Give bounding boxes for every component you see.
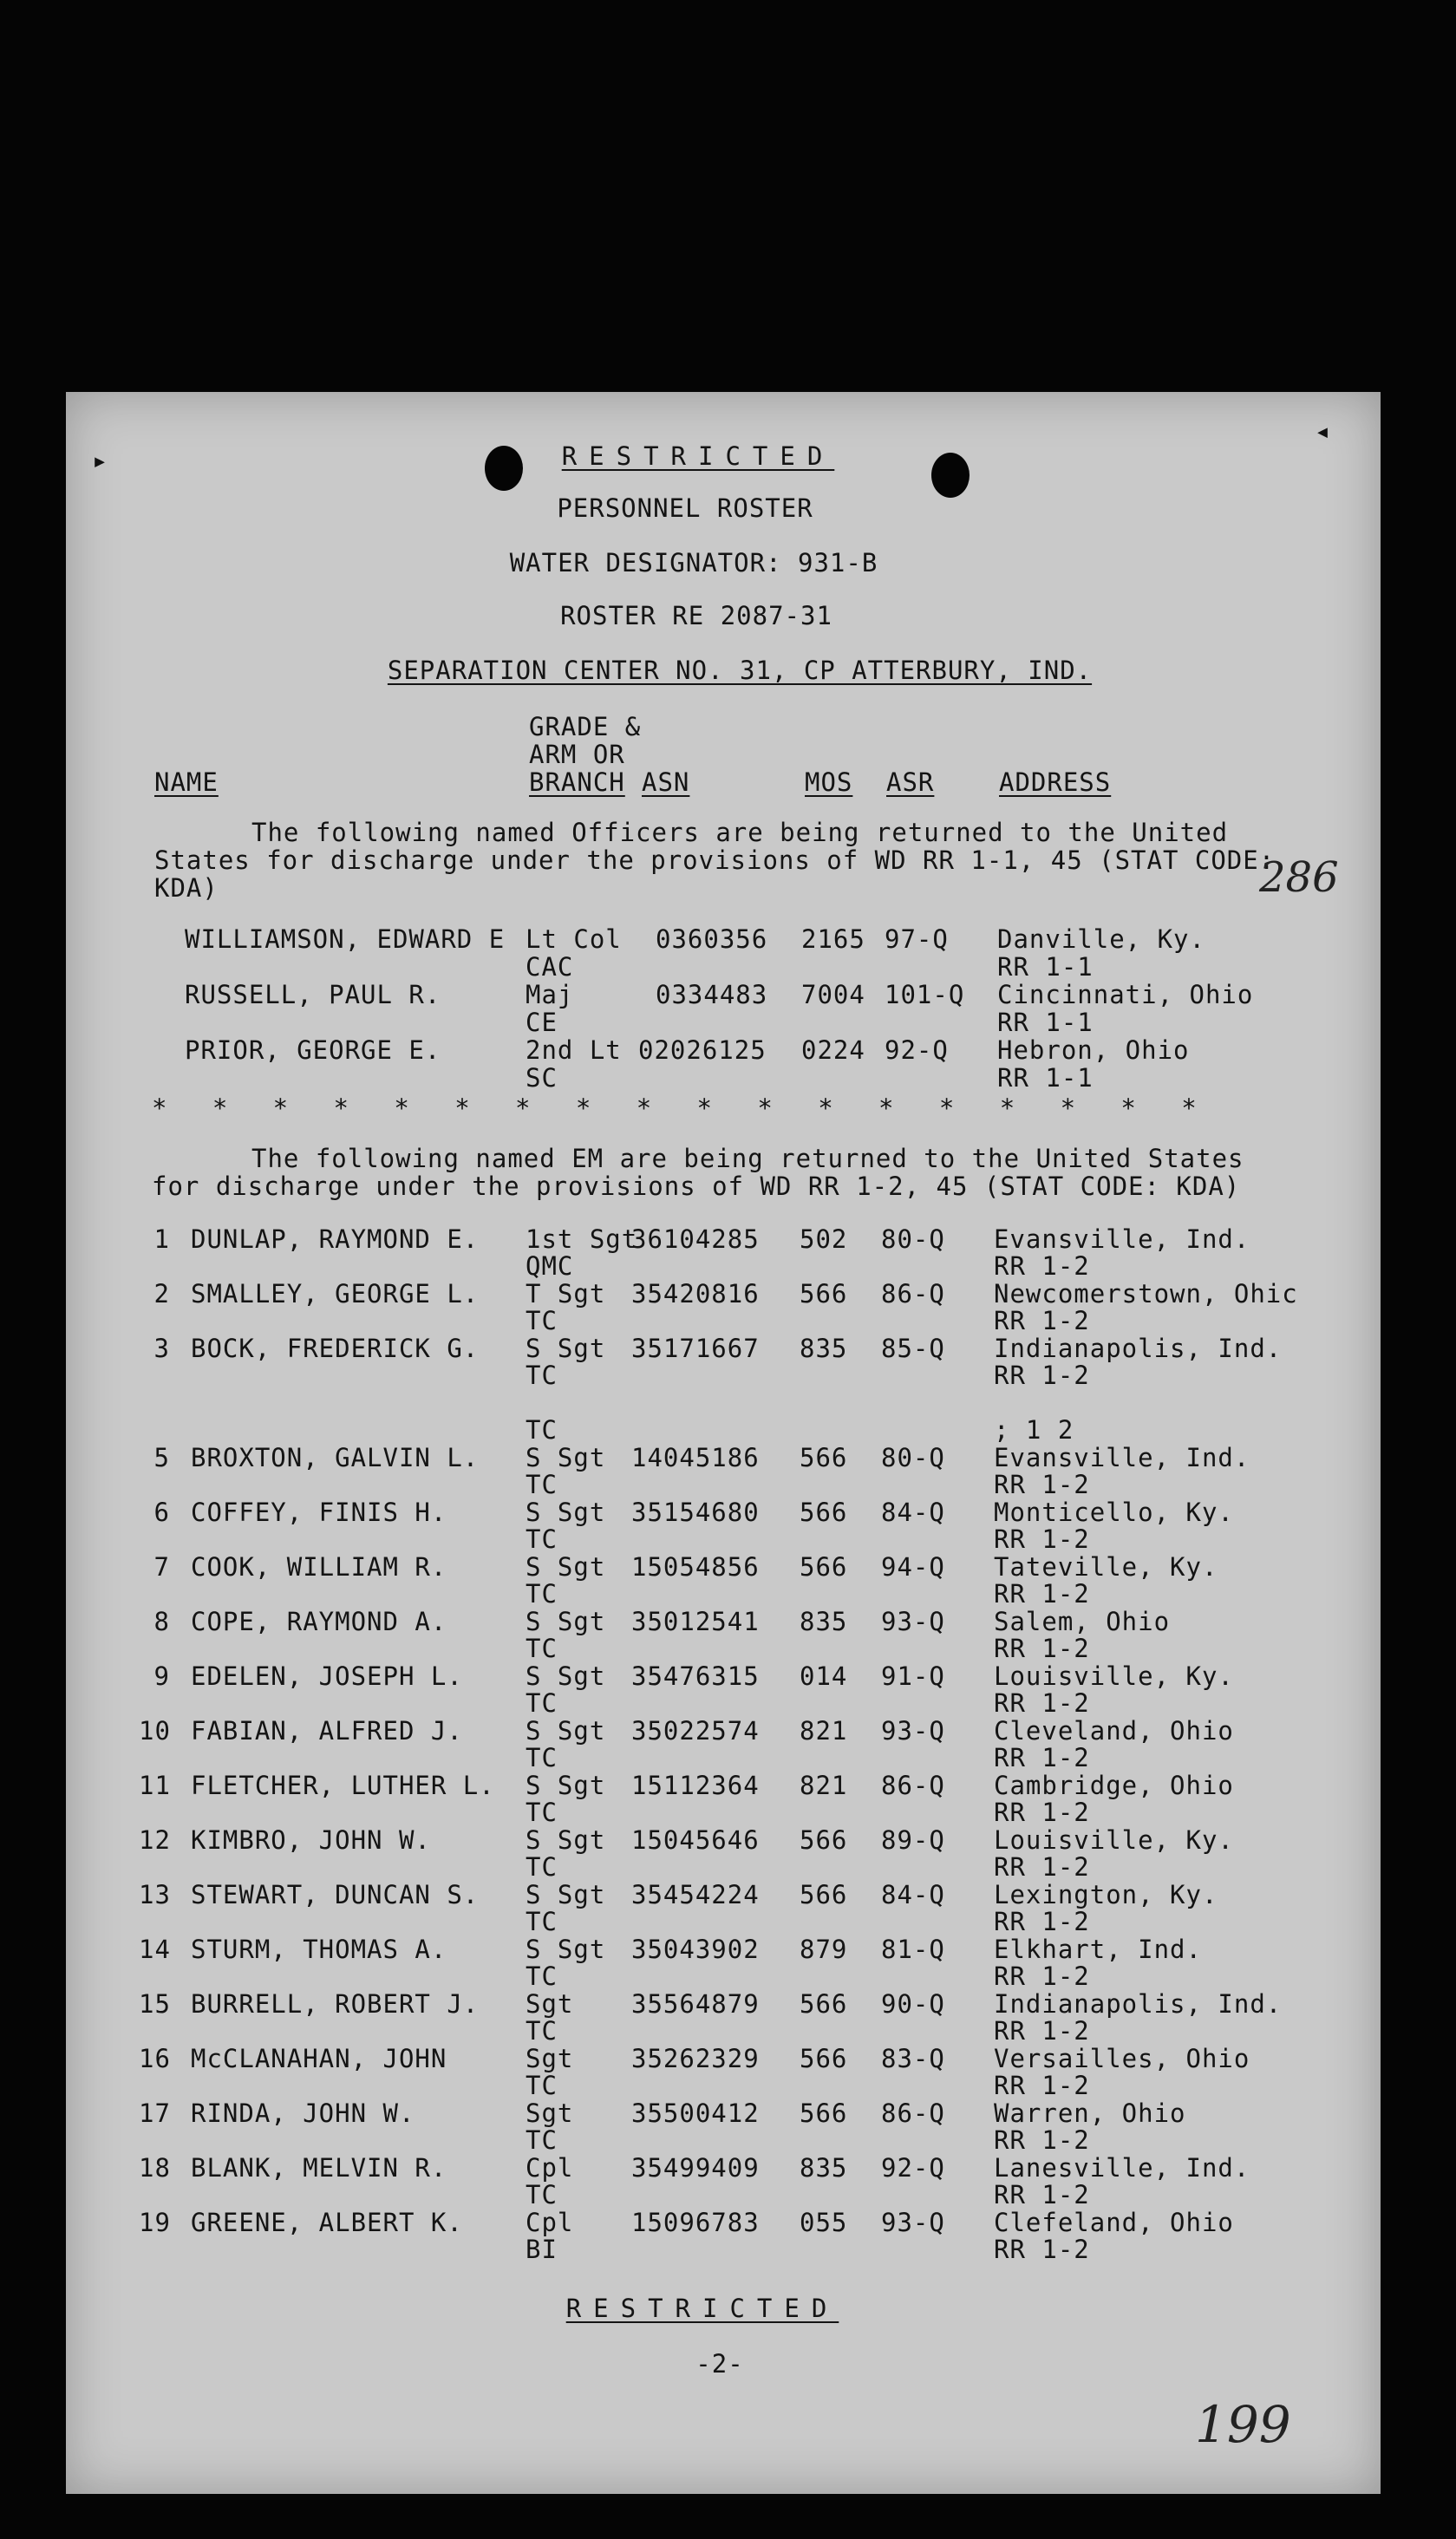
enlisted-branch: TC — [526, 1907, 558, 1936]
officer-rr: RR 1-1 — [997, 952, 1094, 982]
enlisted-num: 14 — [139, 1935, 171, 1964]
separation-center: SEPARATION CENTER NO. 31, CP ATTERBURY, IND. — [387, 656, 1093, 685]
enlisted-asn: 35454224 — [631, 1880, 760, 1909]
enlisted-asr: 89-Q — [881, 1825, 945, 1855]
punch-hole-left — [485, 446, 523, 491]
enlisted-num: 2 — [153, 1279, 170, 1309]
enlisted-asn: 15045646 — [631, 1825, 760, 1855]
enlisted-mos: 566 — [800, 1552, 848, 1582]
enlisted-asr: 92-Q — [881, 2153, 945, 2183]
enlisted-mos: 566 — [800, 1279, 848, 1309]
enlisted-mos: 566 — [800, 1880, 848, 1909]
enlisted-address: Versailles, Ohio — [994, 2044, 1250, 2073]
enlisted-name: GREENE, ALBERT K. — [191, 2208, 463, 2237]
enlisted-num: 6 — [153, 1498, 170, 1527]
enlisted-grade: S Sgt — [526, 1552, 606, 1582]
enlisted-branch: TC — [526, 1306, 558, 1335]
enlisted-rr: RR 1-2 — [994, 1306, 1090, 1335]
enlisted-num: 5 — [153, 1443, 170, 1472]
enlisted-rr: RR 1-2 — [994, 2016, 1090, 2046]
officer-address: Danville, Ky. — [997, 924, 1205, 954]
enlisted-grade: S Sgt — [526, 1498, 606, 1527]
staple-mark: ▸ — [92, 446, 108, 476]
enlisted-rr: ; 1 2 — [994, 1415, 1074, 1445]
officer-branch: CE — [526, 1008, 558, 1037]
officers-intro-line3: KDA) — [154, 873, 219, 903]
enlisted-mos: 821 — [800, 1716, 848, 1746]
enlisted-num: 7 — [153, 1552, 170, 1582]
officer-asr: 101-Q — [885, 980, 965, 1009]
enlisted-address: Evansville, Ind. — [994, 1224, 1250, 1254]
enlisted-branch: TC — [526, 2125, 558, 2155]
enlisted-grade: S Sgt — [526, 1935, 606, 1964]
enlisted-asn: 35022574 — [631, 1716, 760, 1746]
officer-rr: RR 1-1 — [997, 1063, 1094, 1093]
enlisted-address: Newcomerstown, Ohic — [994, 1279, 1298, 1309]
officer-name: RUSSELL, PAUL R. — [185, 980, 441, 1009]
handwritten-number: 286 — [1259, 853, 1339, 902]
enlisted-name: STURM, THOMAS A. — [191, 1935, 447, 1964]
enlisted-name: EDELEN, JOSEPH L. — [191, 1661, 463, 1691]
enlisted-rr: RR 1-2 — [994, 1852, 1090, 1882]
enlisted-asn: 35476315 — [631, 1661, 760, 1691]
enlisted-address: Warren, Ohio — [994, 2098, 1186, 2128]
enlisted-mos: 502 — [800, 1224, 848, 1254]
enlisted-asr: 80-Q — [881, 1224, 945, 1254]
enlisted-num: 18 — [139, 2153, 171, 2183]
enlisted-asr: 94-Q — [881, 1552, 945, 1582]
enlisted-name: BROXTON, GALVIN L. — [191, 1443, 480, 1472]
enlisted-asr: 93-Q — [881, 1607, 945, 1636]
enlisted-address: Salem, Ohio — [994, 1607, 1171, 1636]
enlisted-address: Lexington, Ky. — [994, 1880, 1218, 1909]
enlisted-rr: RR 1-2 — [994, 1688, 1090, 1718]
enlisted-mos: 566 — [800, 1498, 848, 1527]
enlisted-grade: S Sgt — [526, 1443, 606, 1472]
enlisted-branch: QMC — [526, 1251, 574, 1281]
enlisted-name: BOCK, FREDERICK G. — [191, 1334, 480, 1363]
enlisted-asr: 85-Q — [881, 1334, 945, 1363]
enlisted-asn: 35043902 — [631, 1935, 760, 1964]
enlisted-grade: S Sgt — [526, 1771, 606, 1800]
enlisted-mos: 835 — [800, 1334, 848, 1363]
officer-grade: 2nd Lt — [526, 1035, 622, 1065]
officer-asr: 92-Q — [885, 1035, 949, 1065]
enlisted-branch: TC — [526, 1852, 558, 1882]
col-grade-line1: GRADE & — [529, 712, 642, 741]
enlisted-asn: 14045186 — [631, 1443, 760, 1472]
enlisted-address: Louisville, Ky. — [994, 1825, 1234, 1855]
officer-asn: 0334483 — [656, 980, 768, 1009]
enlisted-address: Cleveland, Ohio — [994, 1716, 1234, 1746]
enlisted-asr: 81-Q — [881, 1935, 945, 1964]
enlisted-grade: Cpl — [526, 2208, 574, 2237]
enlisted-asn: 35262329 — [631, 2044, 760, 2073]
enlisted-address: Evansville, Ind. — [994, 1443, 1250, 1472]
enlisted-grade: 1st Sgt — [526, 1224, 638, 1254]
enlisted-rr: RR 1-2 — [994, 2071, 1090, 2100]
enlisted-mos: 835 — [800, 1607, 848, 1636]
enlisted-num: 12 — [139, 1825, 171, 1855]
page-title: PERSONNEL ROSTER — [557, 493, 813, 523]
enlisted-branch: TC — [526, 1470, 558, 1499]
officer-branch: CAC — [526, 952, 574, 982]
officer-name: PRIOR, GEORGE E. — [185, 1035, 441, 1065]
enlisted-address: Louisville, Ky. — [994, 1661, 1234, 1691]
enlisted-num: 16 — [139, 2044, 171, 2073]
enlisted-branch: TC — [526, 1524, 558, 1554]
officer-address: Cincinnati, Ohio — [997, 980, 1254, 1009]
enlisted-num: 8 — [153, 1607, 170, 1636]
col-grade-line3: BRANCH — [529, 767, 625, 797]
enlisted-branch: TC — [526, 1415, 558, 1445]
em-intro-line2: for discharge under the provisions of WD RR 1-2, 45 (STAT CODE: KDA) — [152, 1172, 1241, 1201]
enlisted-asr: 86-Q — [881, 1279, 945, 1309]
enlisted-branch: TC — [526, 1798, 558, 1827]
enlisted-num: 1 — [153, 1224, 170, 1254]
enlisted-name: BLANK, MELVIN R. — [191, 2153, 447, 2183]
officer-asr: 97-Q — [885, 924, 949, 954]
enlisted-mos: 566 — [800, 1825, 848, 1855]
enlisted-grade: T Sgt — [526, 1279, 606, 1309]
enlisted-asn: 36104285 — [631, 1224, 760, 1254]
enlisted-address: Cambridge, Ohio — [994, 1771, 1234, 1800]
enlisted-address: Indianapolis, Ind. — [994, 1334, 1283, 1363]
enlisted-address: Lanesville, Ind. — [994, 2153, 1250, 2183]
enlisted-grade: Cpl — [526, 2153, 574, 2183]
enlisted-num: 9 — [153, 1661, 170, 1691]
col-asn: ASN — [642, 767, 690, 797]
enlisted-asn: 35499409 — [631, 2153, 760, 2183]
officer-branch: SC — [526, 1063, 558, 1093]
enlisted-num: 3 — [153, 1334, 170, 1363]
enlisted-rr: RR 1-2 — [994, 1251, 1090, 1281]
enlisted-asr: 80-Q — [881, 1443, 945, 1472]
enlisted-grade: S Sgt — [526, 1607, 606, 1636]
separator-stars: * * * * * * * * * * * * * * * * * * — [152, 1093, 1197, 1123]
enlisted-grade: Sgt — [526, 2044, 574, 2073]
enlisted-name: RINDA, JOHN W. — [191, 2098, 415, 2128]
enlisted-rr: RR 1-2 — [994, 1361, 1090, 1390]
roster-number: ROSTER RE 2087-31 — [560, 601, 832, 630]
enlisted-mos: 014 — [800, 1661, 848, 1691]
enlisted-address: Clefeland, Ohio — [994, 2208, 1234, 2237]
enlisted-address: Elkhart, Ind. — [994, 1935, 1202, 1964]
enlisted-name: BURRELL, ROBERT J. — [191, 1989, 480, 2019]
classification-top: RESTRICTED — [561, 441, 835, 471]
enlisted-num: 19 — [139, 2208, 171, 2237]
enlisted-name: SMALLEY, GEORGE L. — [191, 1279, 480, 1309]
enlisted-rr: RR 1-2 — [994, 1579, 1090, 1609]
handwritten-folio: 199 — [1195, 2395, 1291, 2454]
enlisted-branch: TC — [526, 2180, 558, 2209]
enlisted-grade: S Sgt — [526, 1716, 606, 1746]
enlisted-name: McCLANAHAN, JOHN — [191, 2044, 447, 2073]
enlisted-branch: TC — [526, 1961, 558, 1991]
enlisted-branch: TC — [526, 1743, 558, 1772]
enlisted-num: 10 — [139, 1716, 171, 1746]
officers-intro-line1: The following named Officers are being returned to the United — [251, 818, 1229, 847]
enlisted-mos: 566 — [800, 1443, 848, 1472]
enlisted-rr: RR 1-2 — [994, 1743, 1090, 1772]
col-address: ADDRESS — [999, 767, 1112, 797]
enlisted-asn: 35564879 — [631, 1989, 760, 2019]
enlisted-asr: 83-Q — [881, 2044, 945, 2073]
enlisted-mos: 835 — [800, 2153, 848, 2183]
officer-grade: Lt Col — [526, 924, 622, 954]
enlisted-asn: 35171667 — [631, 1334, 760, 1363]
enlisted-branch: TC — [526, 2071, 558, 2100]
officer-mos: 7004 — [801, 980, 865, 1009]
enlisted-branch: BI — [526, 2235, 558, 2264]
punch-hole-right — [931, 453, 970, 498]
col-mos: MOS — [805, 767, 853, 797]
enlisted-address: Tateville, Ky. — [994, 1552, 1218, 1582]
officer-address: Hebron, Ohio — [997, 1035, 1190, 1065]
enlisted-name: KIMBRO, JOHN W. — [191, 1825, 431, 1855]
enlisted-mos: 879 — [800, 1935, 848, 1964]
officer-rr: RR 1-1 — [997, 1008, 1094, 1037]
enlisted-grade: Sgt — [526, 1989, 574, 2019]
enlisted-name: FABIAN, ALFRED J. — [191, 1716, 463, 1746]
enlisted-branch: TC — [526, 1634, 558, 1663]
enlisted-asn: 15096783 — [631, 2208, 760, 2237]
officer-mos: 2165 — [801, 924, 865, 954]
enlisted-grade: Sgt — [526, 2098, 574, 2128]
enlisted-name: COFFEY, FINIS H. — [191, 1498, 447, 1527]
enlisted-asr: 93-Q — [881, 1716, 945, 1746]
enlisted-asr: 93-Q — [881, 2208, 945, 2237]
enlisted-name: STEWART, DUNCAN S. — [191, 1880, 480, 1909]
classification-bottom: RESTRICTED — [565, 2294, 839, 2323]
enlisted-address: Monticello, Ky. — [994, 1498, 1234, 1527]
officers-intro-line2: States for discharge under the provisions of WD RR 1-1, 45 (STAT CODE: — [154, 845, 1276, 875]
enlisted-mos: 566 — [800, 2044, 848, 2073]
enlisted-grade: S Sgt — [526, 1334, 606, 1363]
enlisted-num: 17 — [139, 2098, 171, 2128]
enlisted-num: 13 — [139, 1880, 171, 1909]
enlisted-mos: 566 — [800, 2098, 848, 2128]
enlisted-rr: RR 1-2 — [994, 1470, 1090, 1499]
officer-mos: 0224 — [801, 1035, 865, 1065]
officer-name: WILLIAMSON, EDWARD E — [185, 924, 506, 954]
enlisted-asr: 90-Q — [881, 1989, 945, 2019]
officer-asn: 0360356 — [656, 924, 768, 954]
col-grade-line2: ARM OR — [529, 740, 625, 769]
enlisted-rr: RR 1-2 — [994, 2235, 1090, 2264]
enlisted-branch: TC — [526, 2016, 558, 2046]
enlisted-branch: TC — [526, 1688, 558, 1718]
enlisted-asn: 15054856 — [631, 1552, 760, 1582]
enlisted-asr: 86-Q — [881, 1771, 945, 1800]
officer-asn: 02026125 — [638, 1035, 767, 1065]
col-asr: ASR — [886, 767, 935, 797]
enlisted-name: COPE, RAYMOND A. — [191, 1607, 447, 1636]
enlisted-asr: 84-Q — [881, 1880, 945, 1909]
em-intro-line1: The following named EM are being returned to the United States — [251, 1144, 1244, 1173]
enlisted-mos: 055 — [800, 2208, 848, 2237]
enlisted-mos: 566 — [800, 1989, 848, 2019]
enlisted-name: COOK, WILLIAM R. — [191, 1552, 447, 1582]
enlisted-asn: 15112364 — [631, 1771, 760, 1800]
enlisted-rr: RR 1-2 — [994, 1634, 1090, 1663]
staple-mark-right: ◂ — [1315, 416, 1331, 447]
enlisted-address: Indianapolis, Ind. — [994, 1989, 1283, 2019]
enlisted-rr: RR 1-2 — [994, 1907, 1090, 1936]
enlisted-asn: 35420816 — [631, 1279, 760, 1309]
enlisted-branch: TC — [526, 1579, 558, 1609]
officer-grade: Maj — [526, 980, 574, 1009]
water-designator: WATER DESIGNATOR: 931-B — [509, 548, 878, 578]
enlisted-grade: S Sgt — [526, 1661, 606, 1691]
enlisted-num: 15 — [139, 1989, 171, 2019]
enlisted-branch: TC — [526, 1361, 558, 1390]
enlisted-rr: RR 1-2 — [994, 2180, 1090, 2209]
enlisted-asr: 84-Q — [881, 1498, 945, 1527]
enlisted-name: FLETCHER, LUTHER L. — [191, 1771, 495, 1800]
col-name: NAME — [154, 767, 219, 797]
enlisted-name: DUNLAP, RAYMOND E. — [191, 1224, 480, 1254]
enlisted-mos: 821 — [800, 1771, 848, 1800]
enlisted-asr: 91-Q — [881, 1661, 945, 1691]
enlisted-rr: RR 1-2 — [994, 2125, 1090, 2155]
enlisted-rr: RR 1-2 — [994, 1961, 1090, 1991]
enlisted-num: 11 — [139, 1771, 171, 1800]
enlisted-grade: S Sgt — [526, 1825, 606, 1855]
enlisted-asn: 35500412 — [631, 2098, 760, 2128]
page-number: -2- — [695, 2349, 744, 2379]
enlisted-asr: 86-Q — [881, 2098, 945, 2128]
enlisted-grade: S Sgt — [526, 1880, 606, 1909]
enlisted-rr: RR 1-2 — [994, 1524, 1090, 1554]
enlisted-asn: 35154680 — [631, 1498, 760, 1527]
enlisted-rr: RR 1-2 — [994, 1798, 1090, 1827]
enlisted-asn: 35012541 — [631, 1607, 760, 1636]
